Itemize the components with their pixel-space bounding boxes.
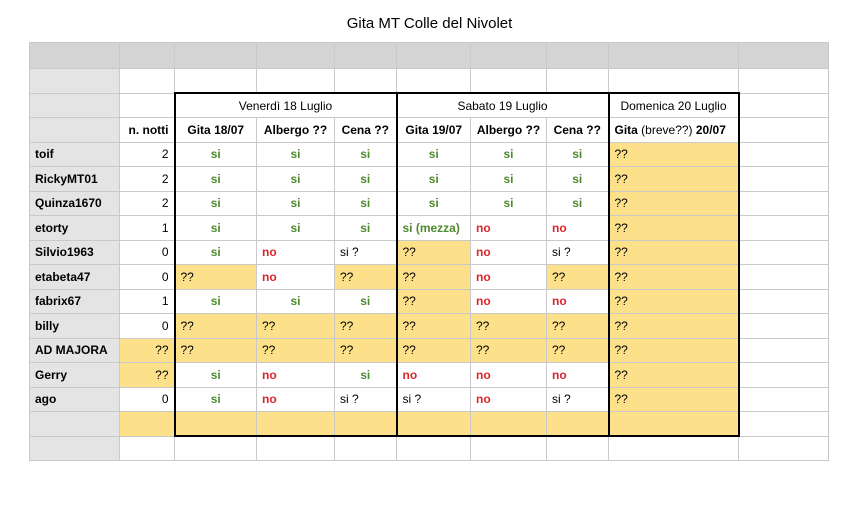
cell[interactable] xyxy=(120,412,175,437)
gita-sat-cell[interactable]: ?? xyxy=(397,240,471,265)
albergo-sat-cell[interactable]: ?? xyxy=(471,338,547,363)
empty-row xyxy=(30,436,829,461)
cena-sat-cell[interactable]: si ? xyxy=(547,240,609,265)
cena-fri-cell[interactable]: ?? xyxy=(335,265,397,290)
cell[interactable] xyxy=(257,436,335,461)
participant-name[interactable]: fabrix67 xyxy=(30,289,120,314)
gita-fri-cell[interactable]: si xyxy=(175,191,257,216)
cell[interactable] xyxy=(335,412,397,437)
cena-fri-cell[interactable]: si xyxy=(335,142,397,167)
cell[interactable] xyxy=(739,289,829,314)
header-cell[interactable] xyxy=(547,43,609,69)
gita-sat-cell[interactable]: no xyxy=(397,363,471,388)
spreadsheet-table xyxy=(29,42,829,461)
participant-name[interactable]: Silvio1963 xyxy=(30,240,120,265)
gita-sat-cell[interactable]: si xyxy=(397,167,471,192)
cell[interactable] xyxy=(547,436,609,461)
albergo-sat-header[interactable]: Albergo ?? xyxy=(471,118,547,143)
cena-fri-cell[interactable]: si xyxy=(335,191,397,216)
participant-row xyxy=(30,314,829,339)
gita-sat-cell[interactable]: si (mezza) xyxy=(397,216,471,241)
header-cell[interactable] xyxy=(739,43,829,69)
group-saturday[interactable]: Sabato 19 Luglio xyxy=(397,93,609,118)
albergo-sat-cell[interactable]: no xyxy=(471,363,547,388)
cell[interactable] xyxy=(547,412,609,437)
participant-name[interactable]: etorty xyxy=(30,216,120,241)
group-sunday[interactable]: Domenica 20 Luglio xyxy=(609,93,739,118)
nights-cell[interactable]: ?? xyxy=(120,338,175,363)
albergo-fri-cell[interactable]: no xyxy=(257,240,335,265)
participant-row xyxy=(30,216,829,241)
cell[interactable] xyxy=(471,412,547,437)
gita-sun-cell[interactable]: ?? xyxy=(609,314,739,339)
participant-row xyxy=(30,289,829,314)
participant-name[interactable]: billy xyxy=(30,314,120,339)
cell[interactable] xyxy=(471,436,547,461)
participant-row xyxy=(30,363,829,388)
gita-fri-header[interactable]: Gita 18/07 xyxy=(175,118,257,143)
albergo-fri-cell[interactable]: no xyxy=(257,363,335,388)
cell[interactable] xyxy=(120,69,175,94)
gita-sun-header-c: 20/07 xyxy=(695,122,726,137)
nights-cell[interactable]: 1 xyxy=(120,289,175,314)
gita-sat-cell[interactable]: ?? xyxy=(397,338,471,363)
header-cell[interactable] xyxy=(397,43,471,69)
gita-fri-cell[interactable]: si xyxy=(175,387,257,412)
albergo-fri-cell[interactable]: si xyxy=(257,167,335,192)
gita-fri-cell[interactable]: si xyxy=(175,240,257,265)
cell[interactable] xyxy=(471,69,547,94)
albergo-sat-cell[interactable]: si xyxy=(471,167,547,192)
albergo-fri-cell[interactable]: si xyxy=(257,216,335,241)
nights-cell[interactable]: ?? xyxy=(120,363,175,388)
cell[interactable] xyxy=(739,216,829,241)
nights-header[interactable]: n. notti xyxy=(120,118,175,143)
albergo-fri-cell[interactable]: si xyxy=(257,142,335,167)
gita-sat-cell[interactable]: ?? xyxy=(397,289,471,314)
cell[interactable] xyxy=(739,387,829,412)
nights-cell[interactable]: 1 xyxy=(120,216,175,241)
participant-row xyxy=(30,167,829,192)
header-cell[interactable] xyxy=(120,43,175,69)
cell[interactable] xyxy=(175,436,257,461)
header-row-blank xyxy=(30,43,829,69)
gita-sun-cell[interactable]: ?? xyxy=(609,167,739,192)
cena-sat-cell[interactable]: si xyxy=(547,191,609,216)
participant-name[interactable]: ago xyxy=(30,387,120,412)
cell[interactable] xyxy=(257,69,335,94)
nights-cell[interactable]: 2 xyxy=(120,191,175,216)
albergo-fri-cell[interactable]: si xyxy=(257,289,335,314)
cena-fri-cell[interactable]: si xyxy=(335,216,397,241)
cell[interactable] xyxy=(335,69,397,94)
cell[interactable] xyxy=(609,412,739,437)
row-label-cell[interactable] xyxy=(30,118,120,143)
albergo-fri-cell[interactable]: si xyxy=(257,191,335,216)
gita-sat-cell[interactable]: ?? xyxy=(397,265,471,290)
albergo-sat-cell[interactable]: no xyxy=(471,289,547,314)
gita-fri-cell[interactable]: si xyxy=(175,363,257,388)
header-cell[interactable] xyxy=(257,43,335,69)
albergo-sat-cell[interactable]: ?? xyxy=(471,314,547,339)
nights-cell[interactable]: 0 xyxy=(120,240,175,265)
gita-sat-cell[interactable]: si xyxy=(397,191,471,216)
cena-fri-cell[interactable]: si ? xyxy=(335,387,397,412)
header-cell[interactable] xyxy=(471,43,547,69)
empty-row xyxy=(30,69,829,94)
cell[interactable] xyxy=(175,412,257,437)
trailing-row xyxy=(30,412,829,437)
participant-name[interactable]: Quinza1670 xyxy=(30,191,120,216)
cena-fri-cell[interactable]: si xyxy=(335,167,397,192)
cell[interactable] xyxy=(120,93,175,118)
cena-sat-cell[interactable]: no xyxy=(547,216,609,241)
gita-fri-cell[interactable]: ?? xyxy=(175,265,257,290)
cena-sat-cell[interactable]: si xyxy=(547,142,609,167)
gita-sun-cell[interactable]: ?? xyxy=(609,338,739,363)
participant-name[interactable]: RickyMT01 xyxy=(30,167,120,192)
cell[interactable] xyxy=(547,69,609,94)
participant-row xyxy=(30,240,829,265)
cell[interactable] xyxy=(739,167,829,192)
albergo-sat-cell[interactable]: no xyxy=(471,387,547,412)
cena-sat-header[interactable]: Cena ?? xyxy=(547,118,609,143)
participant-name[interactable]: AD MAJORA xyxy=(30,338,120,363)
albergo-fri-cell[interactable]: no xyxy=(257,387,335,412)
albergo-sat-cell[interactable]: no xyxy=(471,216,547,241)
header-cell[interactable] xyxy=(609,43,739,69)
cena-fri-cell[interactable]: si ? xyxy=(335,240,397,265)
participant-row xyxy=(30,191,829,216)
nights-cell[interactable]: 2 xyxy=(120,167,175,192)
cell[interactable] xyxy=(335,436,397,461)
cell[interactable] xyxy=(609,436,739,461)
group-header-row xyxy=(30,93,829,118)
cena-sat-cell[interactable]: ?? xyxy=(547,314,609,339)
cell[interactable] xyxy=(739,363,829,388)
cena-fri-cell[interactable]: ?? xyxy=(335,314,397,339)
cena-sat-cell[interactable]: si xyxy=(547,167,609,192)
gita-fri-cell[interactable]: si xyxy=(175,142,257,167)
gita-sat-header[interactable]: Gita 19/07 xyxy=(397,118,471,143)
gita-sun-cell[interactable]: ?? xyxy=(609,363,739,388)
column-header-row xyxy=(30,118,829,143)
gita-fri-cell[interactable]: si xyxy=(175,216,257,241)
header-cell[interactable] xyxy=(175,43,257,69)
gita-sat-cell[interactable]: si xyxy=(397,142,471,167)
cell[interactable] xyxy=(739,93,829,118)
group-friday[interactable]: Venerdì 18 Luglio xyxy=(175,93,397,118)
row-label-cell[interactable] xyxy=(30,436,120,461)
participant-name[interactable]: toif xyxy=(30,142,120,167)
cell[interactable] xyxy=(257,412,335,437)
albergo-sat-cell[interactable]: no xyxy=(471,240,547,265)
gita-sun-cell[interactable]: ?? xyxy=(609,289,739,314)
sheet-title: Gita MT Colle del Nivolet xyxy=(346,15,513,32)
cell[interactable] xyxy=(739,191,829,216)
cell[interactable] xyxy=(739,142,829,167)
cell[interactable] xyxy=(609,69,739,94)
gita-fri-cell[interactable]: si xyxy=(175,167,257,192)
participant-row xyxy=(30,265,829,290)
cell[interactable] xyxy=(739,118,829,143)
cell[interactable] xyxy=(397,436,471,461)
participant-name[interactable]: Gerry xyxy=(30,363,120,388)
gita-sun-header-b: (breve??) xyxy=(637,122,696,137)
row-label-cell[interactable] xyxy=(30,69,120,94)
cena-fri-cell[interactable]: ?? xyxy=(335,338,397,363)
participant-row xyxy=(30,338,829,363)
albergo-fri-cell[interactable]: ?? xyxy=(257,314,335,339)
participant-row xyxy=(30,387,829,412)
gita-sun-header-a: Gita xyxy=(614,122,638,137)
cell[interactable] xyxy=(739,314,829,339)
row-label-cell[interactable] xyxy=(30,412,120,437)
cena-fri-cell[interactable]: si xyxy=(335,363,397,388)
cena-sat-cell[interactable]: ?? xyxy=(547,338,609,363)
gita-sun-cell[interactable]: ?? xyxy=(609,191,739,216)
gita-fri-cell[interactable]: si xyxy=(175,289,257,314)
header-cell[interactable] xyxy=(30,43,120,69)
cell[interactable] xyxy=(739,240,829,265)
cena-fri-header[interactable]: Cena ?? xyxy=(335,118,397,143)
cell[interactable] xyxy=(397,69,471,94)
albergo-fri-cell[interactable]: no xyxy=(257,265,335,290)
gita-sun-cell[interactable]: ?? xyxy=(609,265,739,290)
cell[interactable] xyxy=(175,69,257,94)
gita-sun-cell[interactable]: ?? xyxy=(609,216,739,241)
gita-sat-cell[interactable]: si ? xyxy=(397,387,471,412)
cena-sat-cell[interactable]: no xyxy=(547,363,609,388)
cell[interactable] xyxy=(739,265,829,290)
gita-sat-cell[interactable]: ?? xyxy=(397,314,471,339)
albergo-fri-cell[interactable]: ?? xyxy=(257,338,335,363)
cena-sat-cell[interactable]: si ? xyxy=(547,387,609,412)
albergo-fri-header[interactable]: Albergo ?? xyxy=(257,118,335,143)
gita-sun-cell[interactable]: ?? xyxy=(609,240,739,265)
nights-cell[interactable]: 0 xyxy=(120,387,175,412)
cell[interactable] xyxy=(739,436,829,461)
row-label-cell[interactable] xyxy=(30,93,120,118)
participant-row xyxy=(30,142,829,167)
cena-sat-cell[interactable]: ?? xyxy=(547,265,609,290)
nights-cell[interactable]: 0 xyxy=(120,265,175,290)
cell[interactable] xyxy=(739,69,829,94)
cell[interactable] xyxy=(120,436,175,461)
gita-fri-cell[interactable]: ?? xyxy=(175,338,257,363)
gita-fri-cell[interactable]: ?? xyxy=(175,314,257,339)
albergo-sat-cell[interactable]: si xyxy=(471,191,547,216)
nights-cell[interactable]: 0 xyxy=(120,314,175,339)
participant-name[interactable]: etabeta47 xyxy=(30,265,120,290)
albergo-sat-cell[interactable]: no xyxy=(471,265,547,290)
cena-sat-cell[interactable]: no xyxy=(547,289,609,314)
cell[interactable] xyxy=(739,338,829,363)
albergo-sat-cell[interactable]: si xyxy=(471,142,547,167)
cena-fri-cell[interactable]: si xyxy=(335,289,397,314)
cell[interactable] xyxy=(397,412,471,437)
gita-sun-cell[interactable]: ?? xyxy=(609,142,739,167)
nights-cell[interactable]: 2 xyxy=(120,142,175,167)
header-cell[interactable] xyxy=(335,43,397,69)
cell[interactable] xyxy=(739,412,829,437)
gita-sun-header[interactable] xyxy=(609,118,739,143)
gita-sun-cell[interactable]: ?? xyxy=(609,387,739,412)
